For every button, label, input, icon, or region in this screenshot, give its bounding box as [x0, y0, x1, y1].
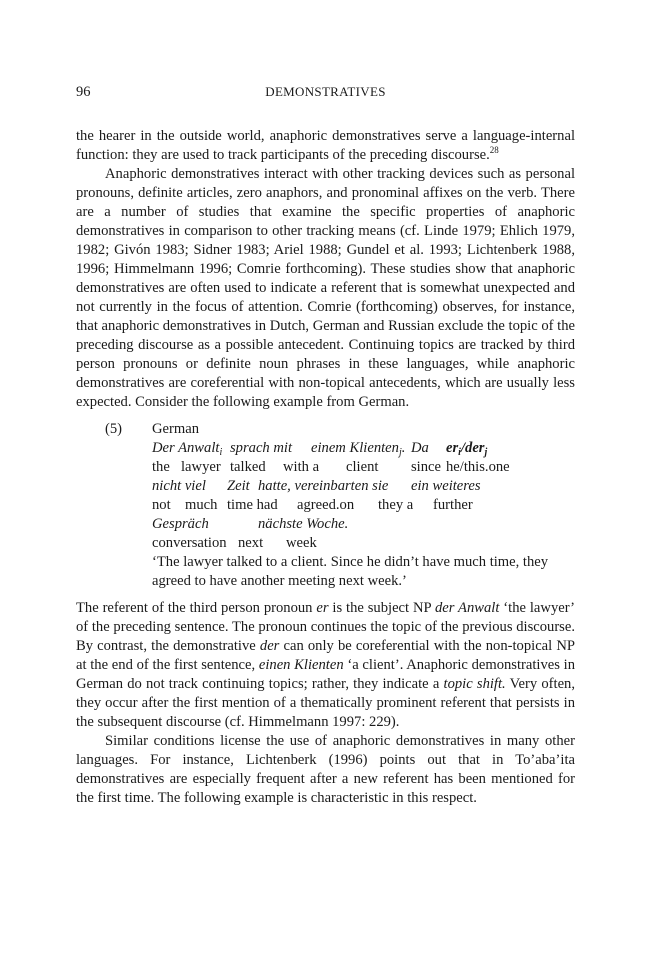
- gloss-word: with a: [283, 459, 320, 475]
- word-bold: $er_i/der_j$: [446, 440, 488, 458]
- word: Gespräch: [152, 516, 209, 532]
- gloss-word: time had: [227, 497, 278, 513]
- paragraph-4: Similar conditions license the use of anaphoric demonstratives in many other languages. For instance, Lichtenberk (1996) points out that in To’aba’ita demonstratives are especially frequent after a new referent has been mentioned for the first time. The following example is characteristic in this respect.: [76, 733, 575, 806]
- paragraph-2: Anaphoric demonstratives interact with other tracking devices such as personal pronouns, definite articles, zero anaphors, and pronominal affixes on the verb. There are a number of studies that examine the specific properties of anaphoric demonstratives in comparison to other tracking means (cf. Linde 1979; Ehlich 1979, 1982; Givón 1983; Sidner 1983; Ariel 1988; Gundel et al. 1993; Lichtenberk 1988, 1996; Himmelmann 1996; Comrie forthcoming). These studies show that anaphoric demonstratives are often used to indicate a referent that is somewhat unexpected and not currently in the focus of attention. Comrie (forthcoming) observes, for instance, that anaphoric demonstratives in Dutch, German and Russian exclude the topic of the preceding discourse as a possible antecedent. Continuing topics are tracked by third person pronouns or definite noun phrases in these languages, while anaphoric demonstratives are coreferential with non-topical antecedents, which are usually less expected. Consider the following example from German.: [76, 166, 575, 410]
- gloss-word: he/this.one: [446, 459, 510, 475]
- word: hatte, vereinbarten sie: [258, 478, 389, 494]
- word: Zeit: [227, 478, 250, 494]
- gloss-line-2: [152, 496, 575, 515]
- gloss-word: since: [411, 459, 441, 475]
- gloss-word: the: [152, 459, 170, 475]
- gloss-word: they a: [378, 497, 414, 513]
- gloss-word: agreed.on: [297, 497, 355, 513]
- source-line-3: [152, 515, 575, 534]
- word: nicht viel: [152, 478, 206, 494]
- gloss-word: much: [185, 497, 218, 513]
- paragraph-1-text: the hearer in the outside world, anaphoric demonstratives serve a language-internal function: they are used to track participants of the preceding discourse.: [76, 128, 575, 163]
- gloss-word: talked: [230, 459, 266, 475]
- gloss-word: week: [286, 535, 317, 551]
- gloss-word: client: [346, 459, 379, 475]
- page-number: 96: [76, 84, 91, 100]
- interlinear-gloss: [152, 420, 575, 591]
- paragraph-3: The referent of the third person pronoun er is the subject NP der Anwalt ‘the lawyer’ of the preceding sentence. The pronoun continues the topic of the previous discourse. By contrast, the demonstrative der can only be coreferential with the non-topical NP at the end of the first sentence, einen Klienten ‘a client’. Anaphoric demonstratives in German do not track continuing topics; rather, they indicate a topic shift. Very often, they occur after the first mention of a thematically prominent referent that persists in the subsequent discourse (cf. Himmelmann 1997: 229).: [76, 600, 575, 730]
- word: sprach mit: [230, 440, 293, 456]
- word: Da: [411, 440, 429, 456]
- gloss-word: further: [433, 497, 473, 513]
- paragraph-1: [76, 127, 575, 165]
- page-body: [76, 127, 575, 808]
- word: Der Anwalt$_i$: [152, 440, 223, 458]
- example-number: (5): [105, 421, 123, 437]
- gloss-word: next: [238, 535, 264, 551]
- gloss-word: conversation: [152, 535, 227, 551]
- gloss-line-3: [152, 534, 575, 553]
- source-line-1: [152, 439, 575, 458]
- example-language: [152, 420, 575, 439]
- word: ein weiteres: [411, 478, 481, 494]
- word: einem Klienten$_j$.: [311, 440, 406, 458]
- page-header: [76, 84, 575, 104]
- gloss-word: not: [152, 497, 171, 513]
- language-label: German: [152, 421, 200, 437]
- gloss-word: lawyer: [181, 459, 221, 475]
- gloss-line-1: [152, 458, 575, 477]
- word: nächste Woche.: [258, 516, 349, 532]
- source-line-2: [152, 477, 575, 496]
- example-5: [76, 420, 575, 591]
- footnote-marker: 28: [489, 145, 499, 155]
- free-translation: ‘The lawyer talked to a client. Since he didn’t have much time, they agreed to have another meeting next week.’: [152, 554, 549, 589]
- running-title: DEMONSTRATIVES: [265, 84, 386, 99]
